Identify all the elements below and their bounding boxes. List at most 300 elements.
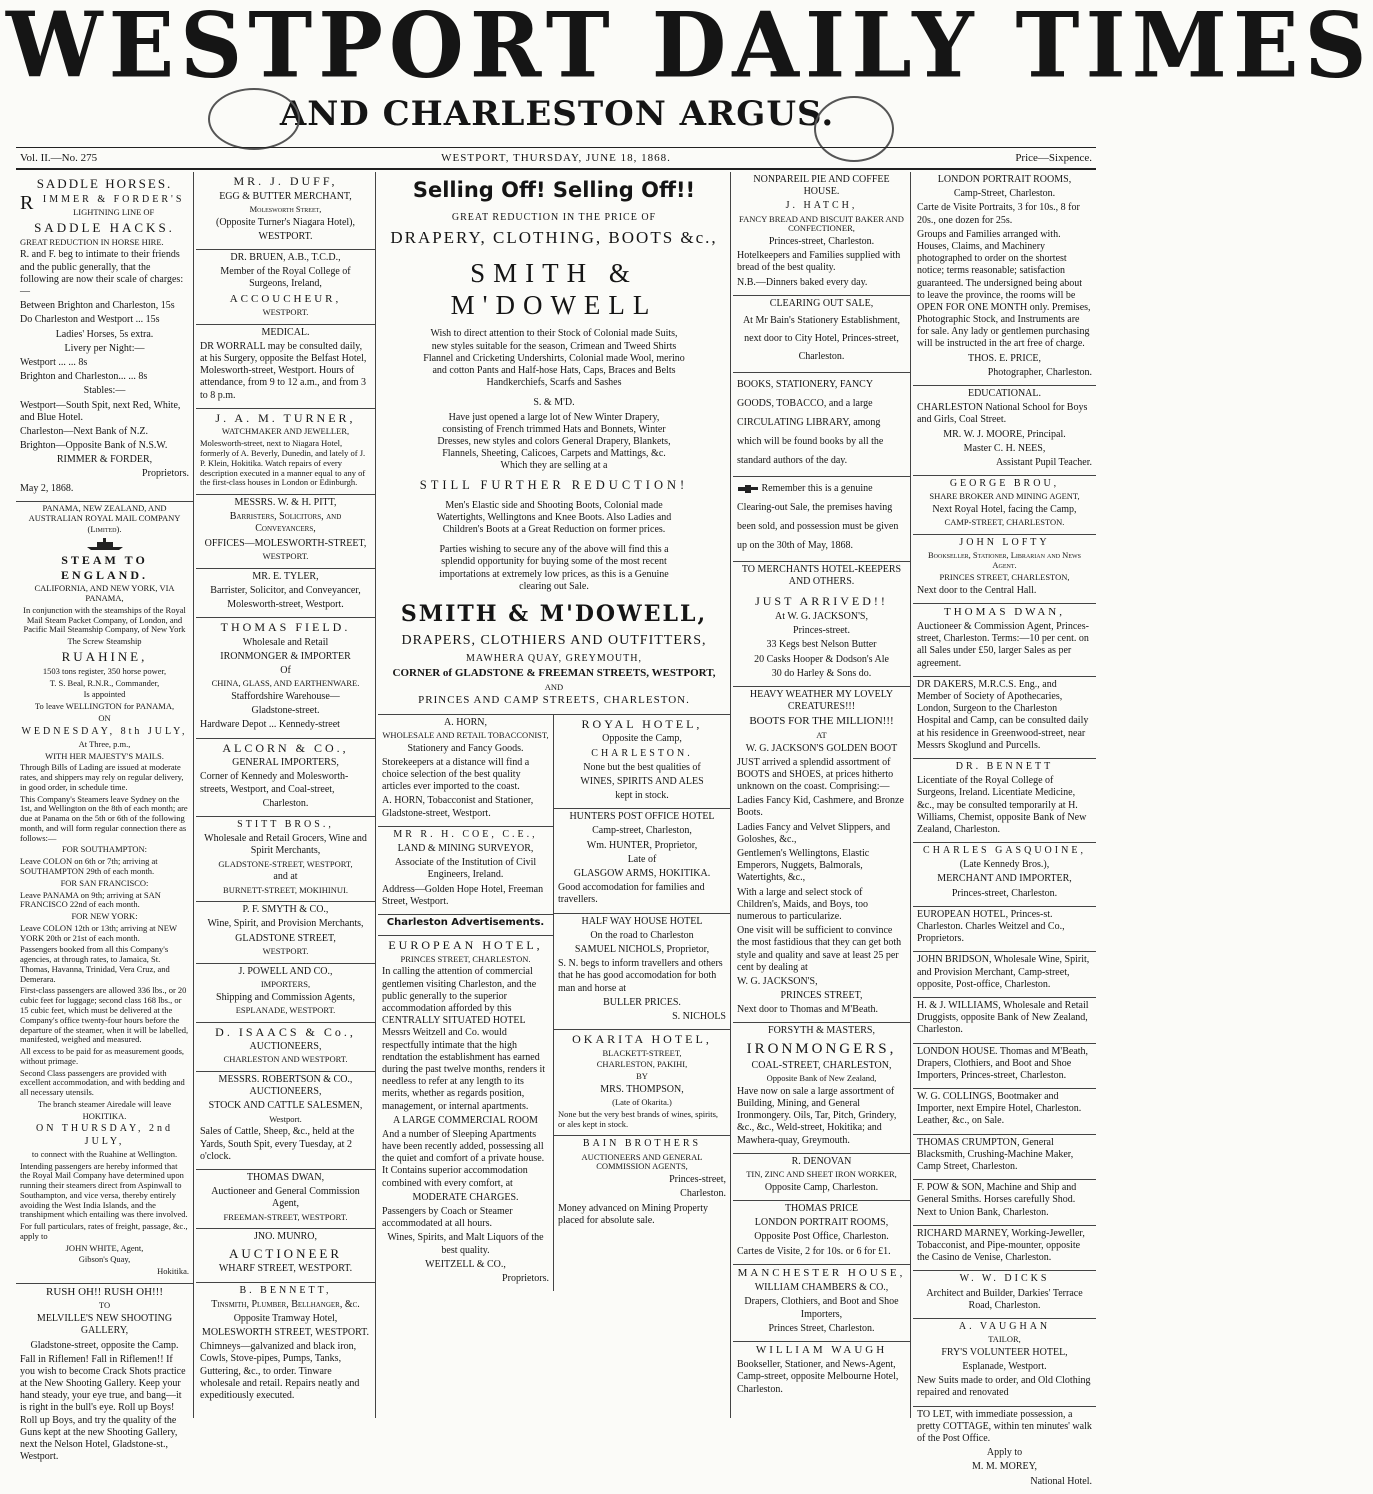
list-item: 30 do Harley & Sons do. [771,667,872,679]
ad-text: PRINCES STREET, CHARLESTON. [400,953,531,964]
ad-text: On the road to Charleston [590,929,694,941]
ad-text: FANCY BREAD AND BISCUIT BAKER AND CONFECTIONER, [739,213,904,234]
ad-text: WILLIAM CHAMBERS & CO., [754,1282,889,1294]
ad-title: MANCHESTER HOUSE, [737,1266,906,1279]
ad-text: WESTPORT. [262,945,309,956]
ad-text: Is appointed [83,689,126,700]
ad-title: BOOTS FOR THE MILLION!!! [749,715,894,728]
ad-text: LONDON HOUSE. Thomas and M'Beath, Drapers, Clothiers, and Boot and Shoe Importers, Princes-street, Charleston. [917,1045,1089,1081]
ad-name: SADDLE HACKS. [34,219,175,235]
ad-text: AT [816,729,827,740]
dwan-ad [196,1170,375,1229]
ad-text: MRS. THOMPSON, [600,1084,684,1095]
ad-heading: PANAMA, NEW ZEALAND, AND AUSTRALIAN ROYAL MAIL COMPANY [28,502,181,523]
williams-ad [913,998,1096,1044]
ad-text: BY [636,1071,648,1082]
ad-text: The branch steamer Airedale will leave [37,1098,172,1109]
clearing-out-ad [733,296,910,373]
ad-text: TIN, ZINC AND SHEET IRON WORKER, [746,1169,897,1180]
price-portrait-ad [733,1201,910,1265]
ad-signature: M. M. MOREY, [971,1461,1038,1473]
ad-text: Sales of Cattle, Sheep, &c., held at the Yards, South Spit, every Tuesday, at 2 o'clock. [200,1126,355,1162]
ad-text: BLACKETT-STREET, [602,1047,682,1058]
ad-text: Wish to direct attention to their Stock of Colonial made Suits, new styles suitable for the season, Crimean and Tweed Shirts Flannel and Cricketing Undershirts, Colonial made Wool, merino and cotton Pants and Half-hose Hats, Caps, Braces and Belts Handkerchiefs, Scarfs and Sashes [423,328,685,389]
ad-text: ESPLANADE, WESTPORT. [235,1004,336,1015]
smyth-ad [196,902,375,963]
ad-text: IMPORTERS, [260,978,311,989]
ad-text: Opposite Post Office, Charleston. [754,1231,889,1243]
list-item: 33 Kegs best Nelson Butter [766,639,877,651]
ad-text: SAMUEL NICHOLS, Proprietor, [574,943,710,955]
ad-title: HALF WAY HOUSE HOTEL [581,915,703,927]
ad-title: DR. BENNETT [955,760,1054,772]
ad-text: to connect with the Ruahine at Wellington. [31,1148,178,1159]
dateline [16,147,1096,170]
halfway-house-ad [554,914,730,1031]
list-item: Ladies Fancy Kid, Cashmere, and Bronze Boots. [737,795,904,819]
ad-signature: W. G. JACKSON'S, [737,975,818,987]
ad-text: LAND & MINING SURVEYOR, [397,842,534,854]
ad-title: A. HORN, [443,716,488,728]
ad-text: Charleston—Next Bank of N.Z. [20,425,149,437]
hunters-hotel-ad [554,809,730,913]
ad-text: And a number of Sleeping Apartments have been recently added, possessing all the quiet and comfort of a private house. It Contains superior accommodation combined with every comfort, at [382,1128,545,1189]
place-date: WESTPORT, THURSDAY, JUNE 18, 1868. [441,152,671,164]
ad-text: Apply to [986,1447,1023,1459]
column-3-left [378,715,554,1291]
vaughan-ad [913,1319,1096,1407]
european-hotel-card [913,907,1096,953]
ad-text: Westport. [269,1113,302,1124]
ad-text: Good accomodation for families and travellers. [558,882,705,906]
ad-text: WHARF STREET, WESTPORT. [218,1263,353,1275]
ad-text: Men's Elastic side and Shooting Boots, Colonial made Watertights, Wellingtons and Knee Boots. Also Ladies and Children's Boots at a Great Reduction on former prices. [436,499,672,536]
ad-text: Second Class passengers are provided with excellent accommodation, and with bedding and all necessary utensils. [20,1067,185,1098]
ad-text: Esplanade, Westport. [962,1361,1047,1373]
ad-line: LIGHTNING LINE OF [73,207,155,218]
ad-title: MESSRS. ROBERTSON & CO., AUCTIONEERS, [218,1074,353,1098]
ad-title: B. BENNETT, [239,1284,332,1296]
field-ad [196,618,375,739]
ad-text: SHARE BROKER AND MINING AGENT, [929,491,1080,502]
ad-text: At Three, p.m., [78,738,131,749]
ad-subhead: FOR SOUTHAMPTON: [61,844,148,855]
ad-text: Opposite Tramway Hotel, [233,1312,338,1324]
ad-text: AUCTIONEERS, [249,1041,322,1053]
ad-text: Assistant Pupil Teacher. [995,456,1092,468]
ad-text: Have now on sale a large assortment of Building, Mining, and General Ironmongery. Oils, Tar, Pitch, Grindery, &c., &c., Weld-street, Hokitika; and Mawhera-quay, Greymouth. [737,1085,897,1146]
ad-signature: S. NICHOLS [672,1010,726,1022]
ad-title: MR. E. TYLER, [252,570,319,582]
ad-text: New Suits made to order, and Old Clothing repaired and renovated [917,1375,1091,1399]
ad-text: Of [280,665,291,677]
ad-text: Wm. HUNTER, Proprietor, [586,839,698,851]
ad-text: CHINA, GLASS, AND EARTHENWARE. [211,678,360,689]
ad-heading: TO MERCHANTS HOTEL-KEEPERS AND OTHERS. [741,564,902,588]
jackson-arrivals-ad [733,562,910,687]
ad-lead: RIMMER & FORDER'S [20,191,185,214]
alcorn-ad [196,739,375,817]
firm-name: SMITH & M'DOWELL [450,257,658,321]
ad-text: Opposite Bank of New Zealand, [766,1073,877,1084]
ad-text: Princes-street, [669,1174,726,1186]
rate-line: Brighton and Charleston... ... 8s [20,371,148,383]
ad-title: A. VAUGHAN [958,1320,1051,1332]
ad-text: Hardware Depot ... Kennedy-street [200,719,340,731]
gasquoine-ad [913,843,1096,907]
ad-title: IRONMONGERS, [746,1040,897,1057]
ad-text: WESTPORT. [262,306,309,317]
ad-text: WINES, SPIRITS AND ALES [580,775,704,787]
ad-text: Westport—South Spit, next Red, White, and Blue Hotel. [20,399,181,423]
ad-role: Proprietors. [142,468,189,480]
ad-heading: EDUCATIONAL. [967,388,1042,399]
ad-text: R. and F. beg to intimate to their friends and the public generally, that the following are now their scale of charges:— [20,249,184,297]
ad-text: Staffordshire Warehouse— [231,691,340,703]
rate-line: Between Brighton and Charleston, 15s [20,300,175,312]
column-2 [196,172,376,1418]
ad-title: JNO. MUNRO, [253,1231,318,1243]
ad-text: Gladstone-street. [251,705,320,717]
ad-text: CHARLESTON AND WESTPORT. [223,1054,348,1065]
ad-text: Princes-street, Charleston. [951,887,1058,899]
ad-text: Camp-street, Charleston, [592,825,692,837]
ad-subhead: FOR SAN FRANCISCO: [60,877,149,888]
bridson-ad [913,952,1096,998]
newspaper-title: WESTPORT DAILY TIMES [6,0,1373,99]
ad-title: GEORGE BROU, [949,478,1060,490]
ad-text: To leave WELLINGTON for PANAMA, [34,701,175,712]
ad-text: In conjunction with the steamships of the Royal Mail Steam Packet Company, of London, and Pacific Mail Steamship Company, of New York [23,604,186,635]
ad-text: Gladstone-street, opposite the Camp. [30,1339,179,1351]
ad-text: N.B.—Dinners baked every day. [737,276,868,288]
ad-text: A LARGE COMMERCIAL ROOM [393,1114,538,1126]
okarita-hotel-ad [554,1030,730,1136]
ad-text: Opposite Camp, Charleston. [764,1181,879,1193]
royal-hotel-ad [554,715,730,810]
ad-heading: FORSYTH & MASTERS, [768,1025,875,1037]
bennett-doctor-ad [913,759,1096,843]
ad-text: JUST arrived a splendid assortment of BOOTS and SHOES, at prices hitherto unknown on the coast. Comprising:— [737,756,894,793]
firm-name-2: SMITH & M'DOWELL, [400,601,708,628]
ad-text: Hokitika. [157,1266,189,1277]
ad-text: S. N. begs to inform travellers and others that he has good accomodation for both man and horse at [558,958,723,994]
ad-text: (Limited). [87,524,122,535]
ad-text: Bookseller, Stationer, Librarian and News Agent. [928,550,1081,570]
ad-text: Member of the Royal College of Surgeons, Ireland, [220,266,351,290]
ad-text: Groups and Families arranged with. Houses, Claims, and Machinery photographed to order on the shortest notice; terms reasonable; satisfaction guaranteed. The undersigned being about to leave the province, the rooms will be OPEN FOR ONE MONTH only. Premises, Photographic Stock, and Instruments are for sale. Any lady or gentlemen purchasing will be instructed in the art free of charge. [917,228,1091,350]
ad-title: J. POWELL AND CO., [238,965,333,977]
selling-off-heading: Selling Off! Selling Off!! [412,178,696,202]
ad-text: Hotelkeepers and Families supplied with bread of the best quality. [737,250,901,274]
list-item: Ladies Fancy and Velvet Slippers, and Goloshes, &c., [737,821,891,845]
brou-ad [913,476,1096,535]
ad-text: With a large and select stock of Children's, Maids, and Boys, too numerous to particularize. [737,886,868,922]
ad-title: EUROPEAN HOTEL, [388,938,543,953]
bruen-ad [196,250,375,325]
royal-mail-ad [16,502,193,1284]
books-stationery-ad [733,373,910,477]
ad-text: Charleston. [262,797,309,809]
ad-text: T. S. Beal, R.N.R., Commander, [49,677,160,688]
ad-text: Princes-street. [793,625,850,637]
ad-text: Charleston. [680,1188,726,1200]
ad-text: DR WORRALL may be consulted daily, at his Surgery, opposite the Belfast Hotel, Molesworth-street, Westport. Hours of attendance, from 9 to 12 a.m., and from 3 to 8 p.m. [200,340,367,401]
isaacs-ad [196,1023,375,1073]
ad-text: MODERATE CHARGES. [412,1191,519,1203]
ad-text: GENERAL IMPORTERS, [232,757,339,769]
ad-text: Associate of the Institution of Civil Engineers, Ireland. [394,857,537,881]
ad-text: Money advanced on Mining Property placed for absolute sale. [558,1202,708,1226]
ad-text: PRINCES AND CAMP STREETS, CHARLESTON. [418,694,690,707]
ad-text: Wholesale and Retail Grocers, Wine and Spirit Merchants, [204,833,367,857]
european-hotel-ad [378,936,553,1291]
ad-text: FREEMAN-STREET, WESTPORT. [223,1211,348,1222]
forsyth-masters-ad [733,1023,910,1153]
column-5 [913,172,1096,1487]
ad-text: All excess to be paid for as measurement goods, without primage. [20,1046,185,1066]
bennett-tinsmith-ad [196,1283,375,1409]
ad-text: Bookseller, Stationer, and News-Agent, Camp-street, opposite Melbourne Hotel, Charleston. [737,1359,899,1395]
ad-text: WEDNESDAY, 8th JULY, [21,725,188,737]
ad-text: MOLESWORTH STREET, WESTPORT. [201,1327,370,1339]
smith-mdowell-ad [378,172,730,715]
ad-text: GLADSTONE-STREET, WESTPORT, [218,858,353,869]
ad-text: MERCHANT AND IMPORTER, [937,873,1072,885]
ad-text: For full particulars, rates of freight, passage, &c., apply to [20,1221,188,1241]
medical-ad [196,325,375,409]
ad-title: MR. J. DUFF, [233,174,338,188]
ad-text: At W. G. JACKSON'S, [775,611,868,623]
ad-title: JOHN LOFTY [959,537,1050,549]
ad-title: CHARLES GASQUOINE, [923,845,1086,857]
ad-title: W. W. DICKS [959,1273,1050,1285]
ad-subhead: FOR NEW YORK: [71,911,138,922]
ad-title: THOMAS DWAN, [944,605,1065,618]
munro-ad [196,1229,375,1282]
ad-title: OKARITA HOTEL, [572,1032,712,1047]
ad-text: kept in stock. [615,790,669,802]
marney-ad [913,1226,1096,1272]
ad-text: At Mr Bain's Stationery Establishment, next door to City Hotel, Princes-street, Charleston. [742,315,901,363]
ad-text: In calling the attention of commercial gentlemen visiting Charleston, and the public generally to the superior accommodation afforded by this CENTRALLY SITUATED HOTEL Messrs Weitzell and Co. would respectfully intimate that the high rendtation the establishment has earned during the past twelve months, renders it needless to refer at any length to its merits, whether as regards position, management, or internal apartments. [382,966,546,1112]
ad-text: GREAT REDUCTION IN THE PRICE OF [451,211,657,223]
ad-text: This Company's Steamers leave Sydney on the 1st, and Wellington on the 8th of each month; are due at Panama on the 5th or 6th of the following month, and will form regular connection there as follows:— [20,793,188,843]
stitt-ad [196,817,375,902]
library-stamp-left [208,88,300,150]
ad-text: WATCHMAKER AND JEWELLER, [221,426,350,437]
ad-text: OFFICES—MOLESWORTH-STREET, [204,537,367,549]
ad-text: Master C. H. NEES, [963,442,1046,454]
volume-number: Vol. II.—No. 275 [20,152,98,164]
pointing-hand-icon [737,484,759,494]
ad-signature: RIMMER & FORDER, [56,454,153,466]
rate-line: Westport ... ... 8s [20,356,88,368]
ad-text: WITH HER MAJESTY'S MAILS. [45,750,164,761]
ad-text: Stationery and Fancy Goods. [407,742,524,754]
ad-text: TAILOR, [988,1334,1021,1345]
ad-text: 1503 tons register, 350 horse power, [42,665,167,676]
ad-text: CALIFORNIA, AND NEW YORK, VIA PANAMA, [34,583,175,604]
ad-title: THOMAS PRICE [784,1202,859,1214]
ad-text: CHARLESTON, PAKIHI, [596,1059,688,1070]
rate-line: Ladies' Horses, 5s extra. [55,328,154,340]
ad-text: GLASGOW ARMS, HOKITIKA. [573,868,711,880]
ad-text: Wines, Spirits, and Malt Liquors of the best quality. [387,1232,544,1256]
ad-title: BAIN BROTHERS [582,1138,702,1150]
ad-text: Brighton—Opposite Bank of N.S.W. [20,440,168,452]
ad-text: Remember this is a genuine Clearing-out Sale, the premises having been sold, and possession must be given up on the 30th of May, 1868. [737,483,899,552]
charleston-ads-heading [378,915,553,936]
ad-text: Late of [627,853,657,865]
ad-text: BURNETT-STREET, MOKIHINUI. [223,884,348,895]
bain-brothers-ad [554,1136,730,1232]
ad-role: Photographer, Charleston. [987,366,1092,378]
ad-text: BULLER PRICES. [603,996,681,1008]
ad-text: Fall in Riflemen! Fall in Riflemen!! If you wish to become Crack Shots practice at the New Shooting Gallery. Keep your hand steady, your eye true, and bang—it is right in the bull's eye. Roll up Boys! Roll up Boys, and try the quality of the Guns kept at the new Shooting Gallery, next the Nelson Hotel, Gladstone-st., Westport. [20,1353,186,1463]
powell-ad [196,964,375,1023]
ad-text: Next door to Thomas and M'Beath. [737,1004,879,1016]
ad-text: GLADSTONE STREET, [235,932,336,944]
ad-title: P. F. SMYTH & CO., [242,904,329,916]
steamship-icon [85,537,125,551]
rate-line: Do Charleston and Westport ... 15s [20,314,160,326]
further-reduction: STILL FURTHER REDUCTION! [419,478,689,493]
ad-text: Passengers by Coach or Steamer accommodated at all hours. [382,1206,513,1230]
firm-trade: DRAPERS, CLOTHIERS AND OUTFITTERS, [401,632,707,648]
tyler-ad [196,569,375,619]
ad-text: Princes Street, Charleston. [768,1322,875,1334]
ad-text: Molesworth Street, [249,203,322,214]
ad-text: LONDON PORTRAIT ROOMS, [754,1217,889,1229]
ad-text: Have just opened a large lot of New Winter Drapery, consisting of French trimmed Hats and Bonnets, Winter Dresses, new styles and colors General Drapery, Blankets, Flannels, Sheeting, Calicoes, Carpets and Mattings, &c. Which they are selling at a [437,411,671,472]
ad-heading: LONDON PORTRAIT ROOMS, [937,174,1072,185]
ad-heading: NONPAREIL PIE AND COFFEE HOUSE. [753,174,890,198]
ad-text: TO [98,1300,111,1311]
ad-date: May 2, 1868. [20,482,74,494]
dakers-ad [913,677,1096,759]
ad-text: CHARLESTON National School for Boys and Girls, Coal Street. [917,402,1088,426]
ad-text: Address—Golden Hope Hotel, Freeman Street, Westport. [382,883,544,907]
ad-text: Through Bills of Lading are issued at moderate rates, and shippers may rely on regular delivery, in good order, in schedule time. [20,762,184,792]
denovan-ad [733,1154,910,1201]
ad-text: EUROPEAN HOTEL, Princes-st. Charleston. Charles Weitzel and Co., Proprietors. [917,908,1065,945]
ad-text: AUCTIONEERS AND GENERAL COMMISSION AGENTS, [581,1151,703,1172]
masthead [0,0,1373,150]
page-columns [16,172,1096,1487]
ad-text: One visit will be sufficient to convince the most fastidious that they can get both style and quality and save at least 25 per cent by dealing at [737,925,902,973]
ad-text: Intending passengers are hereby informed that the Royal Mail Company have determined upon running their steamers direct from Aspinwall to Southampton, and vice versa, thereby entirely avoiding the West India Islands, and the transhipment which entailing was there involved. [20,1160,188,1220]
ad-title: STEAM TO ENGLAND. [60,553,148,582]
ad-text: ACCOUCHEUR, [229,292,342,305]
lofty-ad [913,535,1096,604]
ad-text: Passengers booked from all this Company's agencies, at through rates, to Jamaica, St. Thomas, Havanna, Trinidad, Vera Cruz, and Demerara. [20,944,170,984]
jackson-boots-ad [733,687,910,1023]
horn-ad [378,715,553,827]
educational-ad [913,386,1096,476]
ad-text: F. POW & SON, Machine and Ship and General Smiths. Horses carefully Shod. Next to Union Bank, Charleston. [917,1182,1077,1218]
ad-text: (Late Kennedy Bros.), [959,859,1050,871]
ad-title: ROYAL HOTEL, [581,716,703,731]
column-3-split [378,715,730,1291]
ad-title: THOMAS FIELD. [220,620,351,635]
robertson-ad [196,1072,375,1170]
column-3-right [554,715,730,1291]
london-house-ad [913,1044,1096,1090]
ad-text: and at [273,871,298,883]
ad-title: WILLIAM WAUGH [755,1343,888,1356]
ad-title: J. HATCH, [785,200,858,212]
ad-text: The Screw Steamship [67,636,142,647]
column-3 [378,172,731,1418]
ad-title: ALCORN & CO., [222,740,349,755]
ship-name: RUAHINE, [61,648,148,664]
ad-heading: SADDLE HORSES. [36,176,173,191]
ad-text: DR DAKERS, M.R.C.S. Eng., and Member of Society of Apothecaries, London, Surgeon to the Charleston Hospital and Camp, can be consulted daily at his residence in Greenwood-street, near Messrs Skoglund and Purcells. [917,678,1089,751]
ad-title: STITT BROS., [237,819,334,830]
ad-text: PRINCES STREET, [780,990,863,1002]
ad-subhead: Livery per Night:— [64,342,145,354]
ad-text: Shipping and Commission Agents, [216,991,355,1003]
to-let-ad [913,1407,1096,1494]
ad-text: MAWHERA QUAY, GREYMOUTH, [466,652,642,664]
ad-text: Molesworth-street, Westport. [227,598,344,610]
ad-text: IRONMONGER & IMPORTER [220,650,351,662]
pie-house-ad [733,172,910,296]
ad-text: EGG & BUTTER MERCHANT, [219,190,352,202]
ad-signature: THOS. E. PRICE, [967,352,1042,364]
ad-text: Princes-street, Charleston. [768,236,875,248]
ad-text: None but the very best brands of wines, spirits, or ales kept in stock. [558,1108,719,1129]
ad-text: None but the best qualities of [583,761,701,773]
ad-text: Cartes de Visite, 2 for 10s. or 6 for £1. [737,1245,891,1257]
section-heading: Charleston Advertisements. [386,916,545,928]
ad-role: Proprietors. [502,1272,549,1284]
ad-text: W. G. COLLINGS, Bootmaker and Importer, next Empire Hotel, Charleston. Leather, &c., on Sale. [917,1091,1082,1127]
ad-text: (Opposite Turner's Niagara Hotel), [216,216,355,228]
ad-text: JOHN BRIDSON, Wholesale Wine, Spirit, and Provision Merchant, Camp-street, opposite, Post-office, Charleston. [917,954,1090,990]
ad-text: Corner of Kennedy and Molesworth-streets, Westport, and Coal-street, [200,771,349,795]
ad-text: Wholesale and Retail [242,636,329,648]
coe-ad [378,827,553,915]
ad-signature: JOHN WHITE, Agent, [65,1242,144,1253]
issue-price: Price—Sixpence. [1015,152,1092,164]
ad-text: Leave PANAMA on 9th; arriving at SAN FRANCISCO 22nd of each month. [20,889,161,910]
ad-text: Licentiate of the Royal College of Surgeons, Ireland. Licentiate Medicine, &c., may be consulted temporarily at H. Williams, Chemist, opposite Bank of New Zealand, Charleston. [917,775,1087,835]
ad-text: BOOKS, STATIONERY, FANCY GOODS, TOBACCO, and a large CIRCULATING LIBRARY, among which will be found books by all the standard authors of the day. [737,379,884,467]
dwan-charleston-ad [913,604,1096,677]
ad-title: THOMAS DWAN, [246,1171,325,1183]
ad-text: WESTPORT. [258,230,313,242]
ad-text: Next door to the Central Hall. [917,584,1037,596]
ad-text: THOMAS CRUMPTON, General Blacksmith, Crushing-Machine Maker, Camp Street, Charleston. [917,1136,1074,1173]
ad-title: MELVILLE'S NEW SHOOTING GALLERY, [36,1313,173,1337]
ad-text: H. & J. WILLIAMS, Wholesale and Retail Druggists, opposite Bank of New Zealand, Charleston. [917,999,1089,1036]
ad-text: HOKITIKA. [82,1110,127,1121]
ad-text: COAL-STREET, CHARLESTON, [751,1059,892,1071]
crumpton-ad [913,1135,1096,1181]
ad-text: Storekeepers at a distance will find a choice selection of the best quality articles ever imported to the coast. [382,756,530,793]
ad-text: Gibson's Quay, [78,1254,131,1265]
ad-text: RICHARD MARNEY, Working-Jeweller, Tobacconist, and Pipe-mounter, opposite the Casino de Venise, Charleston. [917,1227,1085,1264]
ad-text: WESTPORT. [262,550,309,561]
turner-ad [196,409,375,495]
ad-heading: CLEARING OUT SALE, [769,297,874,309]
ad-text: A. HORN, Tobacconist and Stationer, Gladstone-street, Westport. [382,795,534,819]
ad-text: ON THURSDAY, 2nd JULY, [35,1123,173,1147]
list-item: Gentlemen's Wellingtons, Elastic Emperors, Nuggets, Balmorals, Watertights, &c., [737,848,870,884]
ad-heading: RUSH OH!! RUSH OH!!! [45,1285,164,1298]
